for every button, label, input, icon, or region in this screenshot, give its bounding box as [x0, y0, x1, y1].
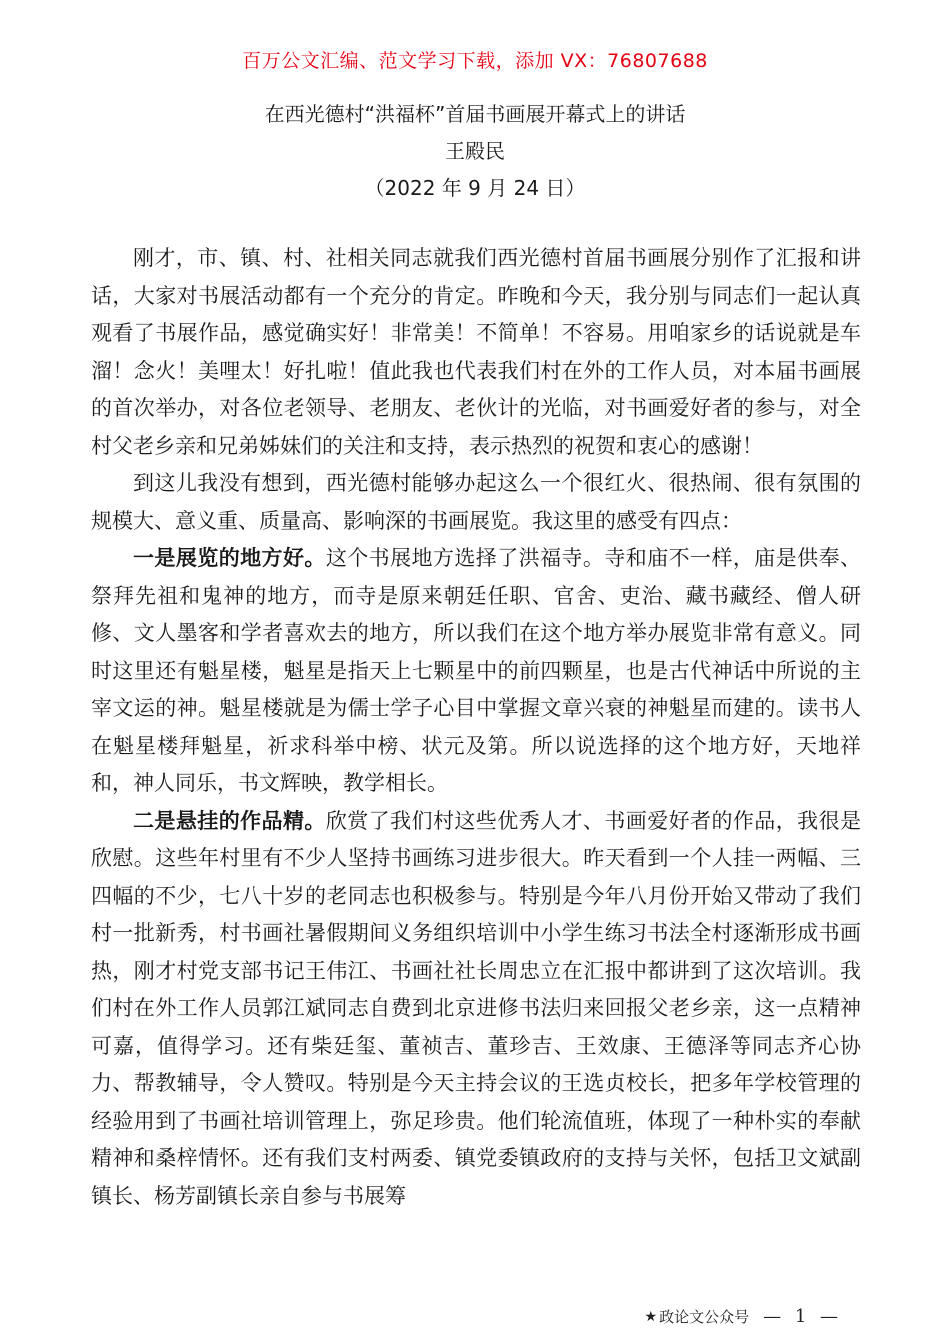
paragraph-lead: 二是悬挂的作品精。 [133, 808, 326, 833]
paragraph-text: 这个书展地方选择了洪福寺。寺和庙不一样，庙是供奉、祭拜先祖和鬼神的地方，而寺是原来朝廷任职、官舍、吏治、藏书藏经、僧人研修、文人墨客和学者喜欢去的地方，所以我们在这个地方举办展览非常有意义。同时这里还有魁星楼，魁星是指天上七颗星中的前四颗星，也是古代神话中所说的主宰文运的神。魁星楼就是为儒士学子心目中掌握文章兴衰的神魁星而建的。读书人在魁星楼拜魁星，祈求科举中榜、状元及第。所以说选择的这个地方好，天地祥和，神人同乐，书文辉映，教学相长。 [91, 546, 862, 795]
paragraph [91, 803, 861, 1216]
document-body [91, 240, 861, 1215]
paragraph-lead: 一是展览的地方好。 [133, 546, 326, 570]
page-footer [645, 1306, 839, 1327]
paragraph-text: 刚才，市、镇、村、社相关同志就我们西光德村首届书画展分别作了汇报和讲话，大家对书展活动都有一个充分的肯定。昨晚和今天，我分别与同志们一起认真观看了书展作品，感觉确实好！非常美！不简单！不容易。用咱家乡的话说就是车溜！念火！美哩太！好扎啦！值此我也代表我们村在外的工作人员，对本届书画展的首次举办，对各位老领导、老朋友、老伙计的光临，对书画爱好者的参与，对全村父老乡亲和兄弟姊妹们的关注和支持，表示热烈的祝贺和衷心的感谢！ [91, 246, 861, 458]
paragraph [91, 540, 861, 803]
footer-source: 政论文公众号 [659, 1308, 750, 1326]
document-date: （2022 年 9 月 24 日） [364, 176, 586, 200]
document-title: 在西光德村“洪福杯”首届书画展开幕式上的讲话 [264, 102, 686, 126]
header-banner: 百万公文汇编、范文学习下载，添加 VX：76807688 [242, 50, 708, 72]
document-author: 王殿民 [445, 139, 505, 163]
page-number [763, 1306, 838, 1327]
paragraph-text: 到这儿我没有想到，西光德村能够办起这么一个很红火、很热闹、很有氛围的规模大、意义重、质量高、影响深的书画展览。我这里的感受有四点： [91, 471, 861, 533]
paragraph [91, 465, 861, 540]
page-number-value: 1 [794, 1306, 807, 1327]
paragraph [91, 240, 861, 465]
star-icon: ★ [644, 1308, 658, 1325]
paragraph-text: 欣赏了我们村这些优秀人才、书画爱好者的作品，我很是欣慰。这些年村里有不少人坚持书画练习进步很大。昨天看到一个人挂一两幅、三四幅的不少，七八十岁的老同志也积极参与。特别是今年八月份开始又带动了我们村一批新秀，村书画社暑假期间义务组织培训中小学生练习书法全村逐渐形成书画热，刚才村党支部书记王伟江、书画社社长周忠立在汇报中都讲到了这次培训。我们村在外工作人员郭江斌同志自费到北京进修书法归来回报父老乡亲，这一点精神可嘉，值得学习。还有柴廷玺、董祯吉、董珍吉、王效康、王德泽等同志齐心协力、帮教辅导，令人赞叹。特别是今天主持会议的王选贞校长，把多年学校管理的经验用到了书画社培训管理上，弥足珍贵。他们轮流值班，体现了一种朴实的奉献精神和桑梓情怀。还有我们支村两委、镇党委镇政府的支持与关怀，包括卫文斌副镇长、杨芳副镇长亲自参与书展筹 [91, 808, 862, 1208]
title-block [0, 96, 950, 207]
page-number-dash-left: — [763, 1306, 782, 1327]
page-number-dash-right: — [820, 1306, 838, 1327]
